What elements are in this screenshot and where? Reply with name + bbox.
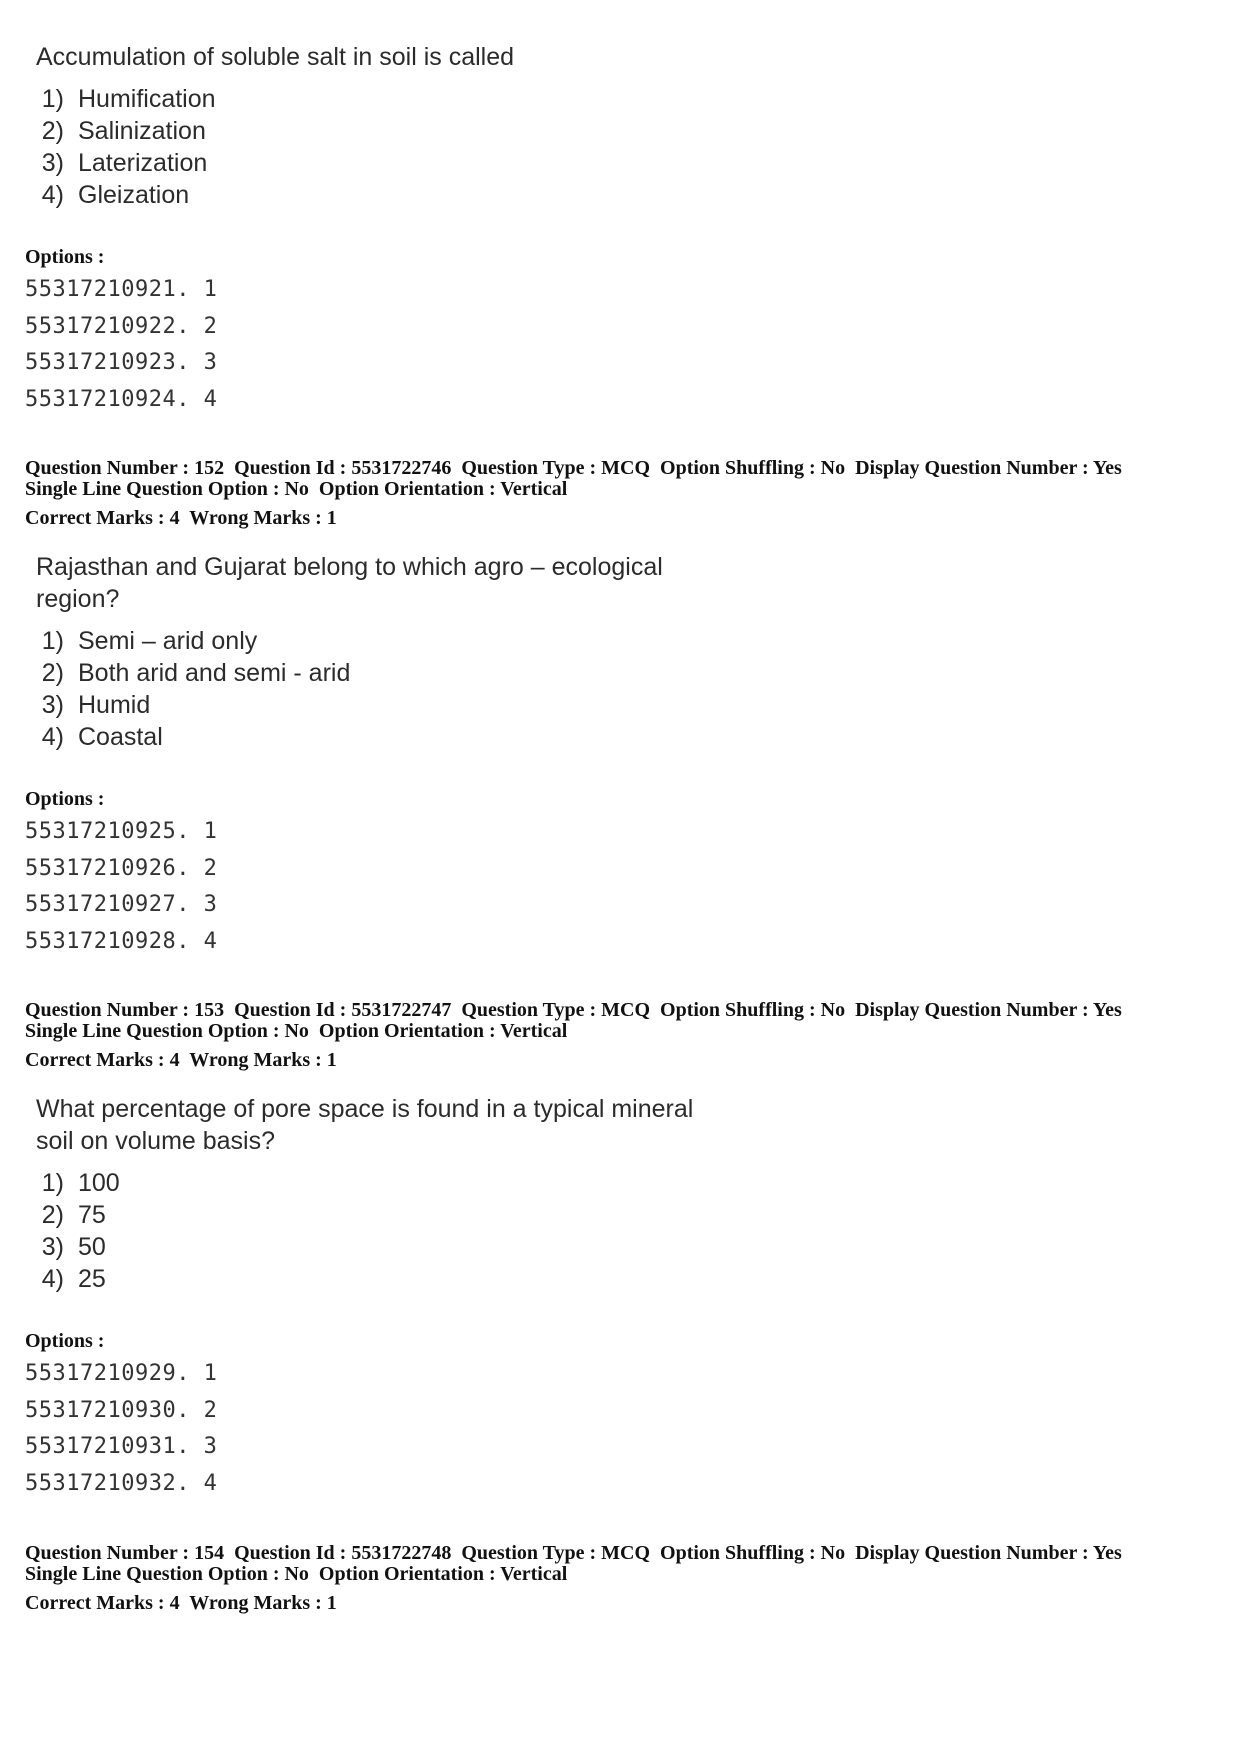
options-label: Options : [25, 788, 105, 810]
option-id: 55317210931. 3 [25, 1434, 218, 1459]
choice-item [32, 721, 663, 753]
choice-number: 2) [41, 1201, 64, 1229]
choice-item [32, 1231, 693, 1263]
choice-number: 1) [41, 1169, 64, 1197]
question-text-line: What percentage of pore space is found in a typical mineral [36, 1095, 694, 1123]
question-text-line: soil on volume basis? [36, 1127, 276, 1155]
option-id-list [25, 1356, 217, 1502]
option-id: 55317210922. 2 [25, 313, 218, 339]
option-id-list [25, 814, 217, 960]
choice-item [32, 115, 514, 147]
choice-text: Salinization [78, 117, 206, 145]
question-text: Accumulation of soluble salt in soil is called [36, 43, 515, 71]
option-id: 55317210926. 2 [25, 855, 218, 881]
choice-text: 100 [78, 1169, 120, 1197]
question-text-line: Rajasthan and Gujarat belong to which agro – ecological [36, 553, 663, 581]
choice-item [32, 83, 514, 115]
option-id: 55317210930. 2 [25, 1397, 218, 1423]
choice-text: Humid [78, 691, 151, 719]
choice-text: Humification [78, 85, 216, 113]
choice-number: 4) [41, 1265, 64, 1293]
option-id-list [25, 272, 217, 418]
question-marks: Correct Marks : 4 Wrong Marks : 1 [25, 1592, 337, 1614]
question-meta: Single Line Question Option : No Option Orientation : Vertical [25, 1563, 568, 1585]
question-152-header [25, 458, 1225, 529]
choice-number: 2) [41, 659, 64, 687]
question-meta: Single Line Question Option : No Option Orientation : Vertical [25, 1020, 568, 1042]
options-label: Options : [25, 1330, 105, 1352]
choice-item [32, 657, 663, 689]
option-id: 55317210921. 1 [25, 277, 218, 302]
question-text-line: region? [36, 585, 120, 613]
question-153-image [32, 1093, 693, 1295]
choice-item [32, 147, 514, 179]
choice-item [32, 1199, 693, 1231]
option-id: 55317210932. 4 [25, 1470, 218, 1496]
choice-text: Gleization [78, 181, 190, 209]
choice-text: 25 [78, 1265, 106, 1293]
choice-number: 1) [41, 85, 64, 113]
choice-item [32, 689, 663, 721]
question-151-image [32, 41, 514, 211]
choice-number: 1) [41, 627, 64, 655]
option-id: 55317210928. 4 [25, 928, 218, 954]
question-meta: Question Number : 154 Question Id : 5531722748 Question Type : MCQ Option Shuffling : No Display Question Number : Yes [25, 1542, 1122, 1564]
choice-text: Semi – arid only [78, 627, 258, 655]
choice-number: 3) [41, 691, 64, 719]
question-marks: Correct Marks : 4 Wrong Marks : 1 [25, 507, 337, 529]
choice-number: 3) [41, 149, 64, 177]
option-id: 55317210924. 4 [25, 386, 218, 412]
question-153-header [25, 1000, 1225, 1071]
option-id: 55317210927. 3 [25, 892, 218, 917]
choice-item [32, 179, 514, 211]
choice-number: 3) [41, 1233, 64, 1261]
option-id: 55317210923. 3 [25, 350, 218, 375]
choice-item [32, 1167, 693, 1199]
choice-text: 75 [78, 1201, 106, 1229]
question-marks: Correct Marks : 4 Wrong Marks : 1 [25, 1049, 337, 1071]
question-text [36, 1093, 693, 1157]
question-text [36, 551, 663, 615]
question-meta: Question Number : 153 Question Id : 5531722747 Question Type : MCQ Option Shuffling : No Display Question Number : Yes [25, 999, 1122, 1021]
question-154-header [25, 1543, 1225, 1614]
choice-text: Coastal [78, 723, 163, 751]
choice-text: Both arid and semi - arid [78, 659, 351, 687]
choice-number: 2) [41, 117, 64, 145]
options-label: Options : [25, 246, 105, 268]
option-id: 55317210929. 1 [25, 1361, 218, 1386]
choice-text: Laterization [78, 149, 208, 177]
choice-text: 50 [78, 1233, 106, 1261]
question-meta: Question Number : 152 Question Id : 5531722746 Question Type : MCQ Option Shuffling : No Display Question Number : Yes [25, 457, 1122, 479]
choice-number: 4) [41, 181, 64, 209]
choice-item [32, 625, 663, 657]
question-meta: Single Line Question Option : No Option Orientation : Vertical [25, 478, 568, 500]
choice-item [32, 1263, 693, 1295]
option-id: 55317210925. 1 [25, 819, 218, 844]
question-152-image [32, 551, 663, 753]
choice-number: 4) [41, 723, 64, 751]
